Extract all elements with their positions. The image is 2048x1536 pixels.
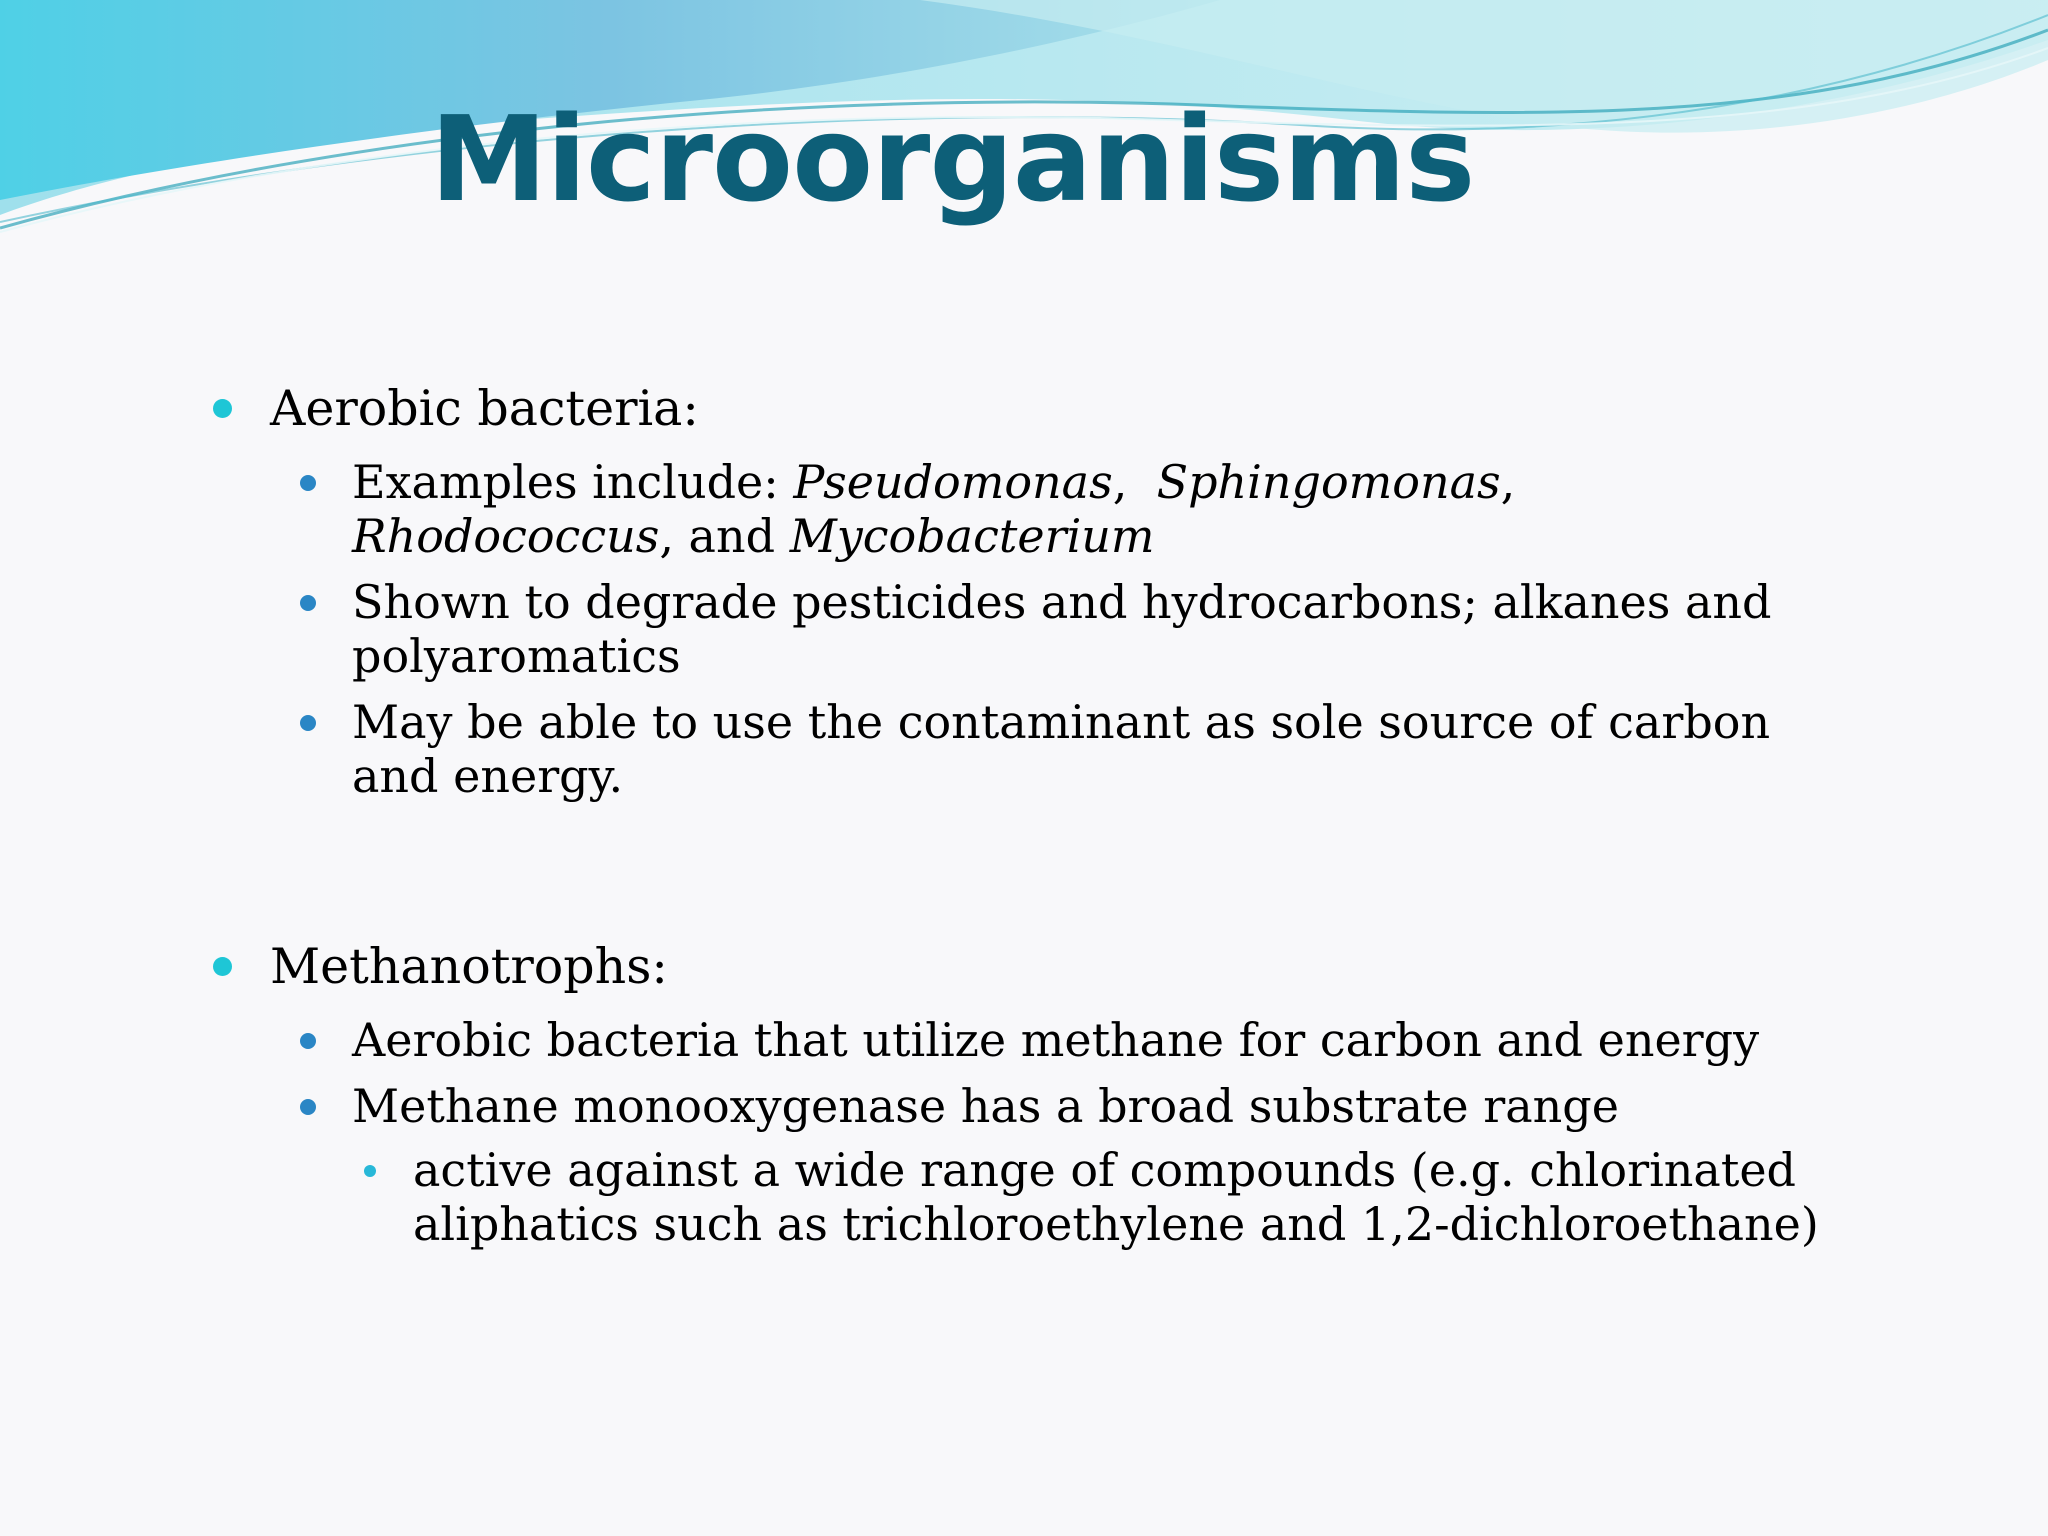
bullet-level2 (200, 1079, 1840, 1133)
separator: , (1112, 455, 1157, 509)
bullet-dot-icon (300, 475, 316, 491)
section-methanotrophs (200, 933, 1840, 1251)
bullet-level2 (200, 695, 1840, 803)
bullet-level2 (200, 1013, 1840, 1067)
bullet-text: Aerobic bacteria that utilize methane for carbon and energy (352, 1013, 1760, 1067)
bullet-dot-icon (300, 595, 316, 611)
bullet-text: active against a wide range of compounds (e.g. chlorinated aliphatics such as trichloroethylene and 1,2-dichloroethane) (413, 1143, 1819, 1251)
section-heading: Aerobic bacteria: (270, 380, 699, 437)
slide-title: Microorganisms (430, 90, 1475, 228)
genus-name: Sphingomonas (1156, 455, 1501, 509)
bullet-text: May be able to use the contaminant as sole source of carbon and energy. (352, 695, 1771, 803)
slide-body (200, 375, 1840, 1251)
bullet-dot-icon (300, 1033, 316, 1049)
bullet-dot-icon (364, 1165, 376, 1177)
bullet-dot-icon (300, 715, 316, 731)
separator: , (1500, 455, 1516, 509)
genus-name: Pseudomonas (793, 455, 1113, 509)
bullet-level1 (200, 933, 1840, 1001)
bullet-level2 (200, 575, 1840, 683)
bullet-dot-icon (300, 1099, 316, 1115)
genus-name: Rhodococcus (352, 509, 660, 563)
bullet-dot-icon (213, 399, 232, 418)
separator: , and (659, 509, 790, 563)
section-heading: Methanotrophs: (270, 938, 668, 995)
examples-prefix: Examples include: (352, 455, 794, 509)
section-aerobic-bacteria (200, 375, 1840, 803)
bullet-text: Shown to degrade pesticides and hydrocarbons; alkanes and polyaromatics (352, 575, 1772, 683)
bullet-level3 (200, 1143, 1840, 1251)
genus-name: Mycobacterium (789, 509, 1155, 563)
bullet-level2 (200, 455, 1840, 563)
bullet-level1 (200, 375, 1840, 443)
bullet-text: Methane monooxygenase has a broad substrate range (352, 1079, 1619, 1133)
bullet-dot-icon (213, 957, 232, 976)
